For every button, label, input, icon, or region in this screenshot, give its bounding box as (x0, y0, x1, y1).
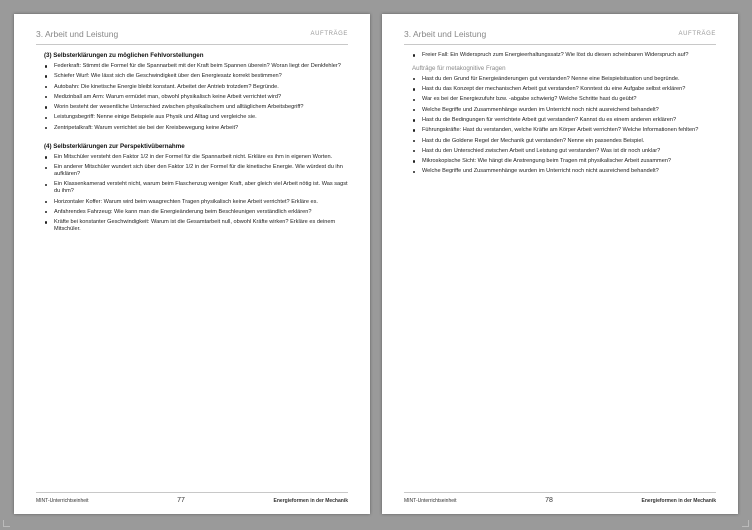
list-item: War es bei der Energiezufuhr bzw. -abgabe schwierig? Welche Schritte hast du geübt? (404, 96, 716, 103)
right-header-title: 3. Arbeit und Leistung (404, 29, 487, 39)
list-item: Kräfte bei konstanter Geschwindigkeit: Warum ist die Gesamtarbeit null, obwohl Kräfte wirken? Erkläre es deinem Mitschüler. (36, 219, 348, 233)
list-item: Führungskräfte: Hast du verstanden, welche Kräfte am Körper Arbeit verrichten? Welche Informationen fehlten? (404, 127, 716, 134)
list-item: Hast du den Grund für Energieänderungen gut verstanden? Nenne eine Beispielsituation und begründe. (404, 76, 716, 83)
section-4-list (36, 154, 348, 233)
left-footer-topic: Energieformen in der Mechanik (273, 498, 348, 504)
left-header-tag: AUFTRÄGE (310, 31, 348, 37)
list-item: Ein Klassenkamerad versteht nicht, warum beim Flaschenzug weniger Kraft, aber gleich viel Arbeit nötig ist. Was sagst du ihm? (36, 181, 348, 195)
page-curl-left-icon[interactable] (3, 520, 10, 527)
list-item: Schiefer Wurf: Wie lässt sich die Geschwindigkeit über den Energiesatz korrekt bestimmen? (36, 73, 348, 80)
list-item: Mikroskopische Sicht: Wie hängt die Anstrengung beim Tragen mit physikalischer Arbeit zusammen? (404, 158, 716, 165)
metacognitive-list (404, 76, 716, 175)
list-item: Horizontaler Koffer: Warum wird beim waagrechten Tragen physikalisch keine Arbeit verrichtet? Erkläre es. (36, 199, 348, 206)
left-page-number: 77 (177, 497, 185, 504)
list-item: Zentripetalkraft: Warum verrichtet sie bei der Kreisbewegung keine Arbeit? (36, 125, 348, 132)
left-page-body (36, 52, 348, 486)
right-page-number: 78 (545, 497, 553, 504)
right-page-footer (404, 492, 716, 504)
list-item: Worin besteht der wesentliche Unterschied zwischen physikalischem und alltäglichem Arbeitsbegriff? (36, 104, 348, 111)
list-item: Leistungsbegriff: Nenne einige Beispiele aus Physik und Alltag und vergleiche sie. (36, 114, 348, 121)
list-item: Ein Mitschüler versteht den Faktor 1/2 in der Formel für die Spannarbeit nicht. Erkläre es ihm in eigenen Worten. (36, 154, 348, 161)
page-curl-right-icon[interactable] (742, 520, 749, 527)
list-item: Anfahrendes Fahrzeug: Wie kann man die Energieänderung beim Beschleunigen verständlich erklären? (36, 209, 348, 216)
list-item: Freier Fall: Ein Widerspruch zum Energieerhaltungssatz? Wie löst du diesen scheinbaren Widerspruch auf? (404, 52, 716, 59)
list-item: Welche Begriffe und Zusammenhänge wurden im Unterricht noch nicht ausreichend behandelt? (404, 168, 716, 175)
list-item: Medizinball am Arm: Warum ermüdet man, obwohl physikalisch keine Arbeit verrichtet wird? (36, 94, 348, 101)
metacognitive-heading: Aufträge für metakognitive Fragen (412, 64, 506, 72)
right-footer-topic: Energieformen in der Mechanik (641, 498, 716, 504)
list-item: Welche Begriffe und Zusammenhänge wurden im Unterricht noch nicht ausreichend behandelt? (404, 107, 716, 114)
list-item: Hast du den Unterschied zwischen Arbeit und Leistung gut verstanden? Was ist dir noch unklar? (404, 148, 716, 155)
list-item: Federkraft: Stimmt die Formel für die Spannarbeit mit der Kraft beim Spannen überein? Woran liegt der Denkfehler? (36, 63, 348, 70)
right-header-tag: AUFTRÄGE (678, 31, 716, 37)
left-header-title: 3. Arbeit und Leistung (36, 29, 119, 39)
right-page-body (404, 52, 716, 486)
list-item: Autobahn: Die kinetische Energie bleibt konstant. Arbeitet der Antrieb trotzdem? Begründe. (36, 84, 348, 91)
section-4-heading: (4) Selbsterklärungen zur Perspektivübernahme (44, 143, 185, 151)
left-footer-series: MINT-Unterrichtseinheit (36, 498, 89, 504)
list-item: Hast du die Goldene Regel der Mechanik gut verstanden? Nenne ein passendes Beispiel. (404, 138, 716, 145)
list-item: Ein anderer Mitschüler wundert sich über den Faktor 1/2 in der Formel für die kinetische Energie. Wie würdest du ihn aufklären? (36, 164, 348, 178)
intro-list (404, 52, 716, 59)
right-page (382, 14, 738, 514)
right-footer-series: MINT-Unterrichtseinheit (404, 498, 457, 504)
left-page-header (36, 24, 348, 45)
list-item: Hast du das Konzept der mechanischen Arbeit gut verstanden? Konntest du eine Aufgabe selbst erklären? (404, 86, 716, 93)
right-page-header (404, 24, 716, 45)
left-page (14, 14, 370, 514)
list-item: Hast du die Bedingungen für verrichtete Arbeit gut verstanden? Kannst du es einem anderen erklären? (404, 117, 716, 124)
section-3-heading: (3) Selbsterklärungen zu möglichen Fehlvorstellungen (44, 52, 204, 59)
section-3-list (36, 63, 348, 132)
left-page-footer (36, 492, 348, 504)
